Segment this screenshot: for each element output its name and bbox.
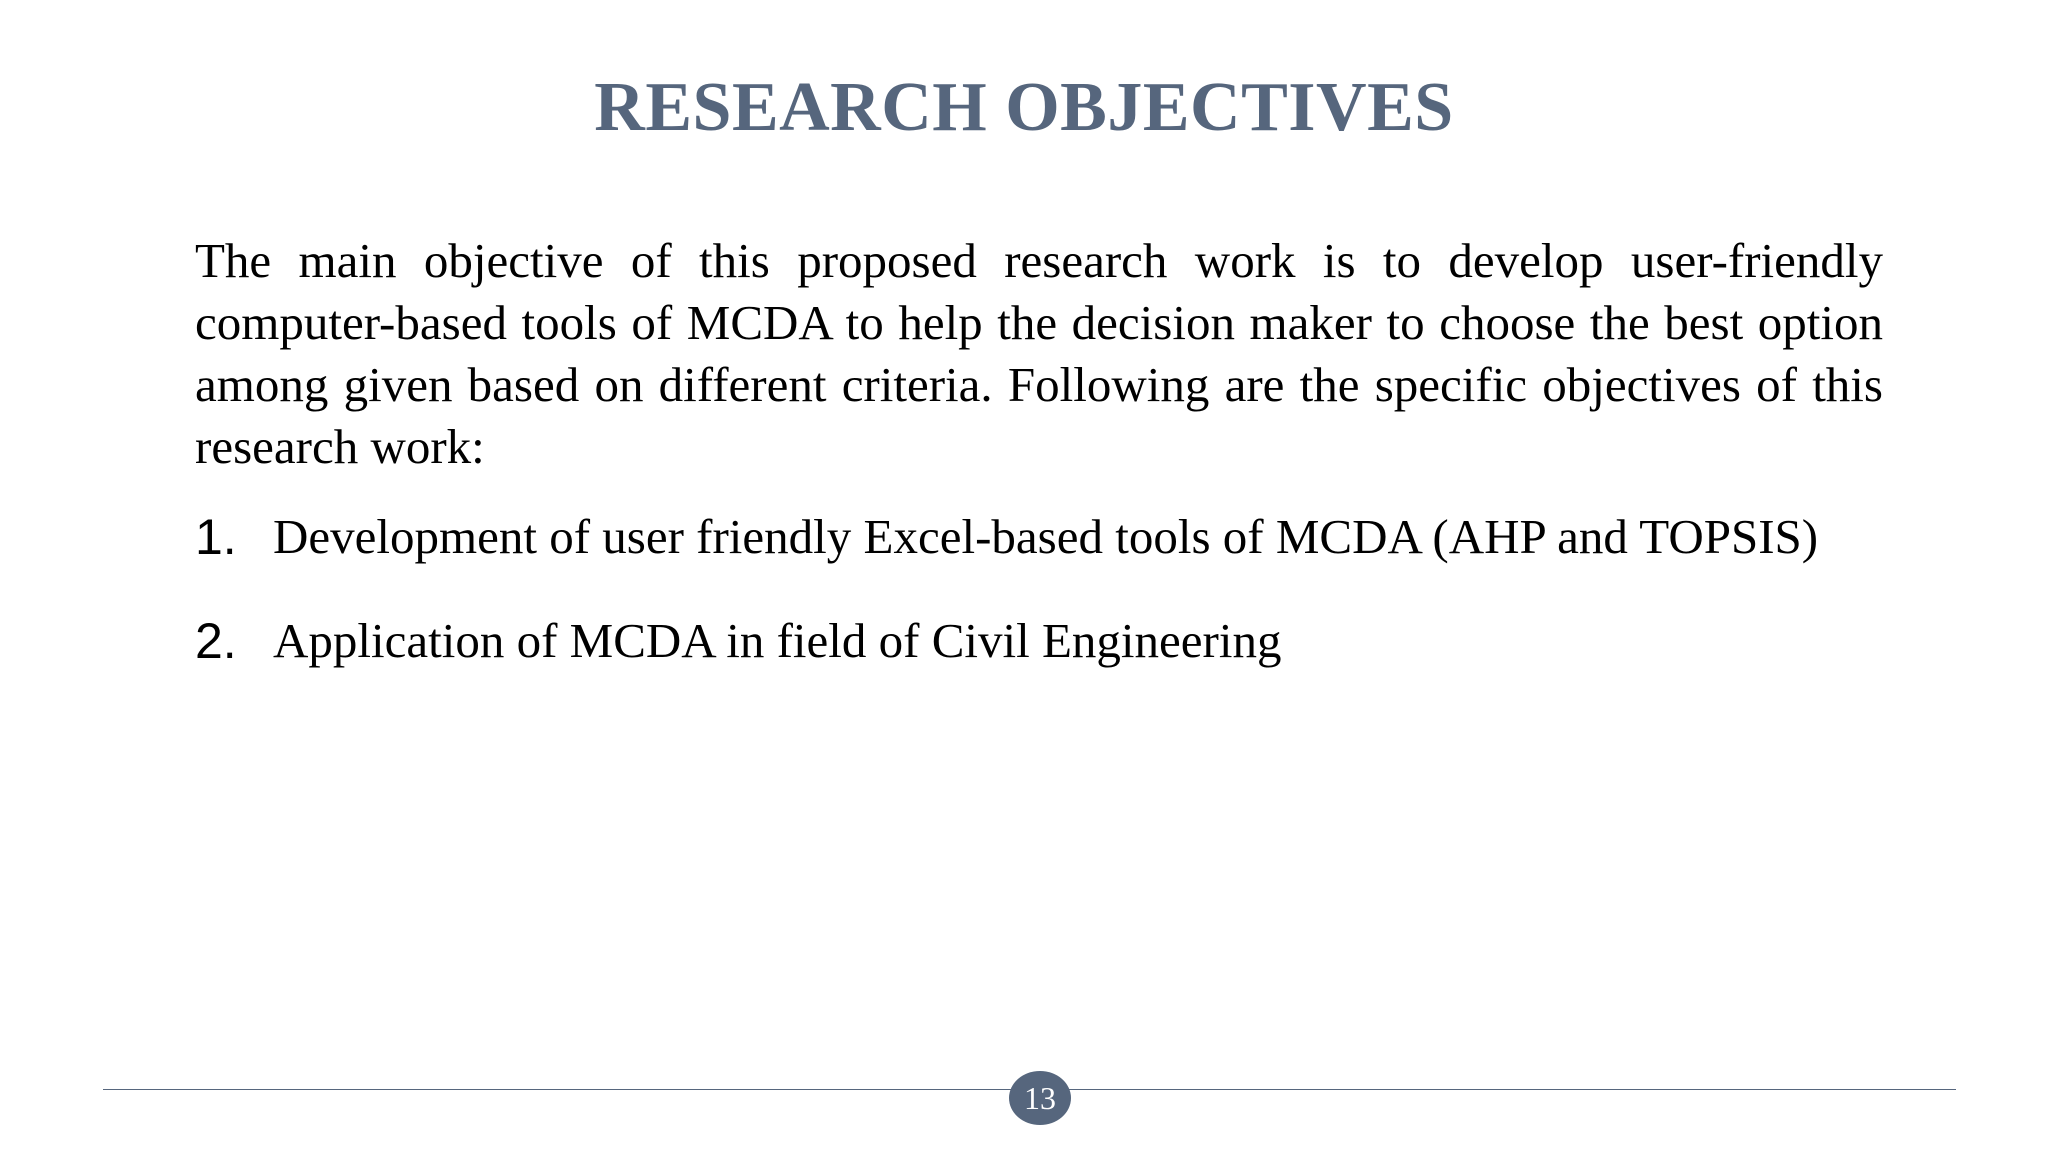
objective-item-2 xyxy=(195,594,1883,688)
objective-text: Development of user friendly Excel-based tools of MCDA (AHP and TOPSIS) xyxy=(273,509,1819,564)
objective-number: 2. xyxy=(195,613,237,669)
page-number-badge: 13 xyxy=(1009,1071,1071,1125)
slide-title: RESEARCH OBJECTIVES xyxy=(594,69,1454,146)
objective-text: Application of MCDA in field of Civil Engineering xyxy=(273,613,1282,668)
objective-number: 1. xyxy=(195,509,237,565)
objectives-list-container xyxy=(195,490,1883,688)
slide-body xyxy=(195,230,1883,688)
objective-item-1 xyxy=(195,490,1883,584)
intro-paragraph: The main objective of this proposed research work is to develop user-friendly computer-based tools of MCDA to help the decision maker to choose the best option among given based on different criteria. Following are the specific objectives of this research work: xyxy=(195,233,1883,474)
objectives-list xyxy=(195,490,1883,688)
